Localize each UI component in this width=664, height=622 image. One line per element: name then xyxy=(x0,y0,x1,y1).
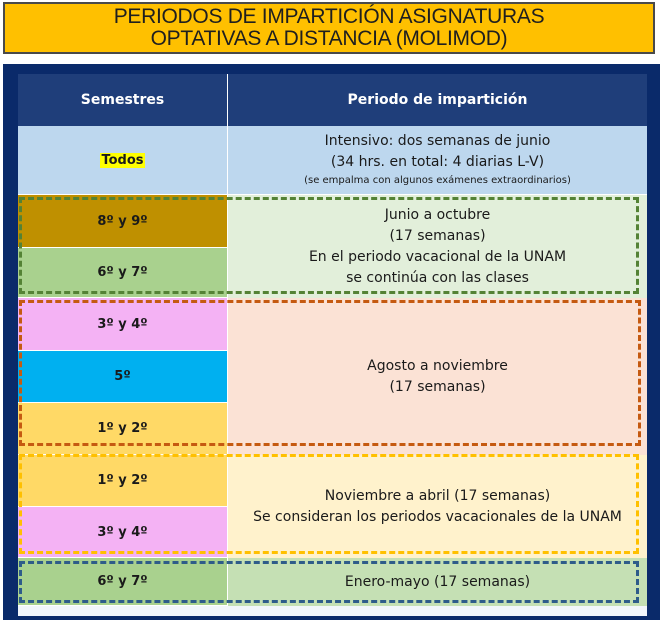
semestre-label-6-7: 6º y 7º xyxy=(97,265,148,280)
semestre-cell-todos xyxy=(18,126,228,195)
periodo-cell-agosto-noviembre xyxy=(228,298,647,455)
periodo-agosto-line-1: Agosto a noviembre xyxy=(367,357,508,374)
title-line-1: PERIODOS DE IMPARTICIÓN ASIGNATURAS xyxy=(113,5,545,28)
semestre-label-1-2-b: 1º y 2º xyxy=(97,473,148,488)
semestre-cell-3-4 xyxy=(18,298,228,351)
semestre-label-5: 5º xyxy=(114,369,131,384)
periodo-agosto-line-2: (17 semanas) xyxy=(389,378,486,395)
schedule-table xyxy=(18,74,647,616)
title-banner xyxy=(3,2,655,54)
header-periodo-label: Periodo de impartición xyxy=(347,92,528,108)
periodo-junio-line-4: se continúa con las clases xyxy=(346,269,529,286)
periodo-cell-enero-mayo xyxy=(228,558,647,606)
periodo-todos-line-1: Intensivo: dos semanas de junio xyxy=(324,133,551,149)
header-periodo xyxy=(228,74,647,126)
periodo-noviembre-line-2: Se consideran los periodos vacacionales de la UNAM xyxy=(253,508,622,525)
semestre-cell-6-7 xyxy=(18,248,228,298)
semestre-cell-8-9 xyxy=(18,195,228,248)
header-semestres-label: Semestres xyxy=(80,92,165,108)
semestre-cell-6-7-b xyxy=(18,558,228,606)
title-line-2: OPTATIVAS A DISTANCIA (MOLIMOD) xyxy=(150,27,508,50)
semestre-label-8-9: 8º y 9º xyxy=(97,213,148,229)
semestre-cell-1-2 xyxy=(18,403,228,455)
periodo-todos-note: (se empalma con algunos exámenes extraordinarios) xyxy=(304,175,571,186)
periodo-junio-line-2: (17 semanas) xyxy=(389,227,486,244)
semestre-label-3-4: 3º y 4º xyxy=(97,316,148,332)
schedule-table-frame xyxy=(3,64,660,620)
semestre-label-todos: Todos xyxy=(101,152,144,168)
periodo-cell-junio-octubre xyxy=(228,195,647,298)
periodo-cell-noviembre-abril xyxy=(228,455,647,558)
periodo-todos-line-2: (34 hrs. en total: 4 diarias L-V) xyxy=(330,154,545,170)
semestre-label-1-2: 1º y 2º xyxy=(97,421,148,436)
semestre-cell-5 xyxy=(18,351,228,403)
periodo-enero-line-1: Enero-mayo (17 semanas) xyxy=(344,573,531,590)
periodo-cell-todos xyxy=(228,126,647,195)
semestre-cell-1-2-b xyxy=(18,455,228,507)
periodo-noviembre-line-1: Noviembre a abril (17 semanas) xyxy=(324,487,551,504)
semestre-label-6-7-b: 6º y 7º xyxy=(97,574,148,589)
periodo-junio-line-1: Junio a octubre xyxy=(384,206,491,223)
semestre-label-3-4-b: 3º y 4º xyxy=(97,524,148,540)
semestre-cell-3-4-b xyxy=(18,507,228,558)
periodo-junio-line-3: En el periodo vacacional de la UNAM xyxy=(308,248,567,265)
header-semestres xyxy=(18,74,228,126)
